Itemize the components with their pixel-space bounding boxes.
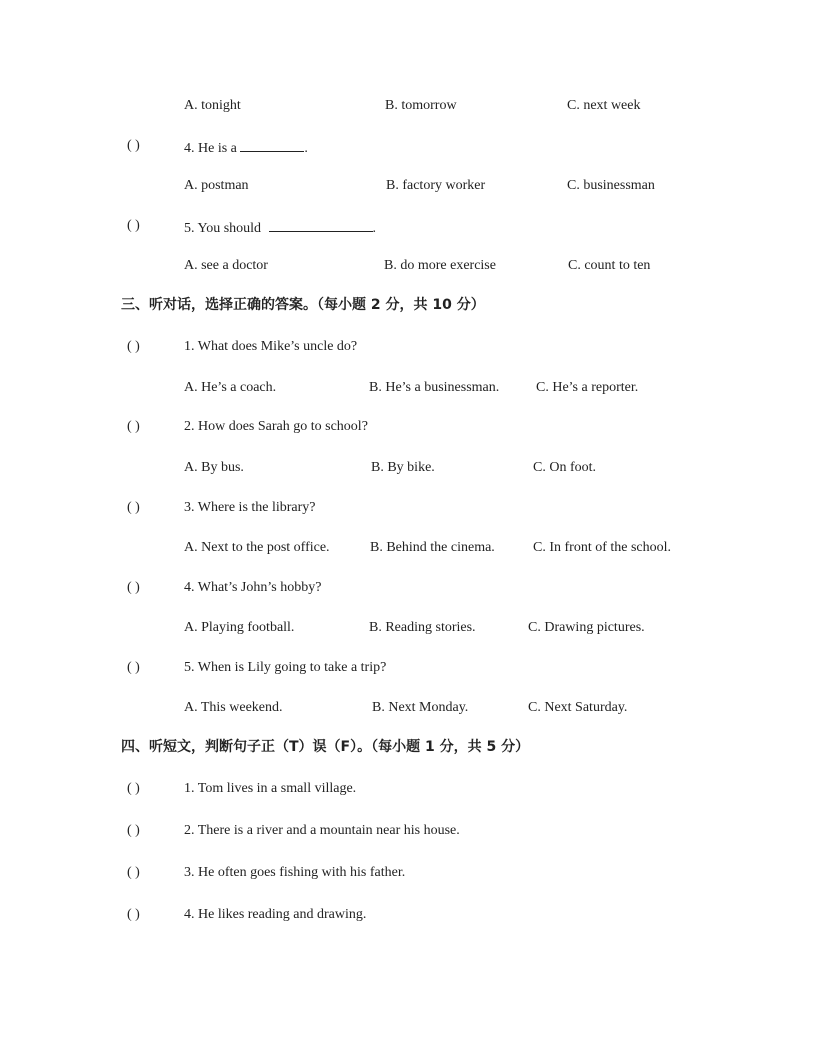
question-end: . [372,221,377,236]
question-text: 4. What’s John’s hobby? [184,580,322,595]
option-b: B. By bike. [371,460,435,475]
question-stem: 4. He is a [184,141,237,156]
option-b: B. tomorrow [385,98,457,113]
option-c: C. He’s a reporter. [536,380,639,395]
question-text: 3. Where is the library? [184,500,316,515]
option-c: C. On foot. [533,460,596,475]
option-a: A. tonight [184,98,241,113]
answer-paren[interactable]: ( ) [127,781,140,796]
option-c: C. In front of the school. [533,540,672,555]
question-text [184,139,308,156]
answer-paren[interactable]: ( ) [127,500,140,515]
option-a: A. see a doctor [184,258,268,273]
answer-paren[interactable]: ( ) [127,580,140,595]
option-b: B. Next Monday. [372,700,469,715]
fill-blank[interactable] [240,139,304,152]
statement-text: 4. He likes reading and drawing. [184,907,367,922]
question-text: 2. How does Sarah go to school? [184,419,368,434]
option-b: B. factory worker [386,178,486,193]
option-b: B. Reading stories. [369,620,476,635]
option-a: A. By bus. [184,460,244,475]
question-text: 1. What does Mike’s uncle do? [184,339,358,354]
question-stem: 5. You should [184,221,262,236]
option-b: B. Behind the cinema. [370,540,495,555]
option-c: C. count to ten [568,258,651,273]
answer-paren[interactable]: ( ) [127,865,140,880]
answer-paren[interactable]: ( ) [127,138,140,153]
option-a: A. He’s a coach. [184,380,277,395]
section-heading: 四、听短文，判断句子正（T）误（F）。（每小题 1 分，共 5 分） [121,739,530,755]
answer-paren[interactable]: ( ) [127,660,140,675]
option-a: A. postman [184,178,249,193]
option-b: B. He’s a businessman. [369,380,500,395]
fill-blank[interactable] [269,219,373,232]
answer-paren[interactable]: ( ) [127,823,140,838]
option-a: A. Playing football. [184,620,295,635]
option-b: B. do more exercise [384,258,496,273]
statement-text: 3. He often goes fishing with his father. [184,865,406,880]
section-heading: 三、听对话，选择正确的答案。（每小题 2 分，共 10 分） [121,297,485,313]
option-a: A. This weekend. [184,700,283,715]
statement-text: 1. Tom lives in a small village. [184,781,357,796]
question-end: . [304,141,308,156]
answer-paren[interactable]: ( ) [127,907,140,922]
statement-text: 2. There is a river and a mountain near his house. [184,823,460,838]
question-text [184,219,376,236]
question-text: 5. When is Lily going to take a trip? [184,660,387,675]
answer-paren[interactable]: ( ) [127,339,140,354]
option-c: C. Next Saturday. [528,700,628,715]
option-c: C. Drawing pictures. [528,620,645,635]
option-c: C. next week [567,98,641,113]
option-a: A. Next to the post office. [184,540,330,555]
answer-paren[interactable]: ( ) [127,218,140,233]
answer-paren[interactable]: ( ) [127,419,140,434]
option-c: C. businessman [567,178,655,193]
